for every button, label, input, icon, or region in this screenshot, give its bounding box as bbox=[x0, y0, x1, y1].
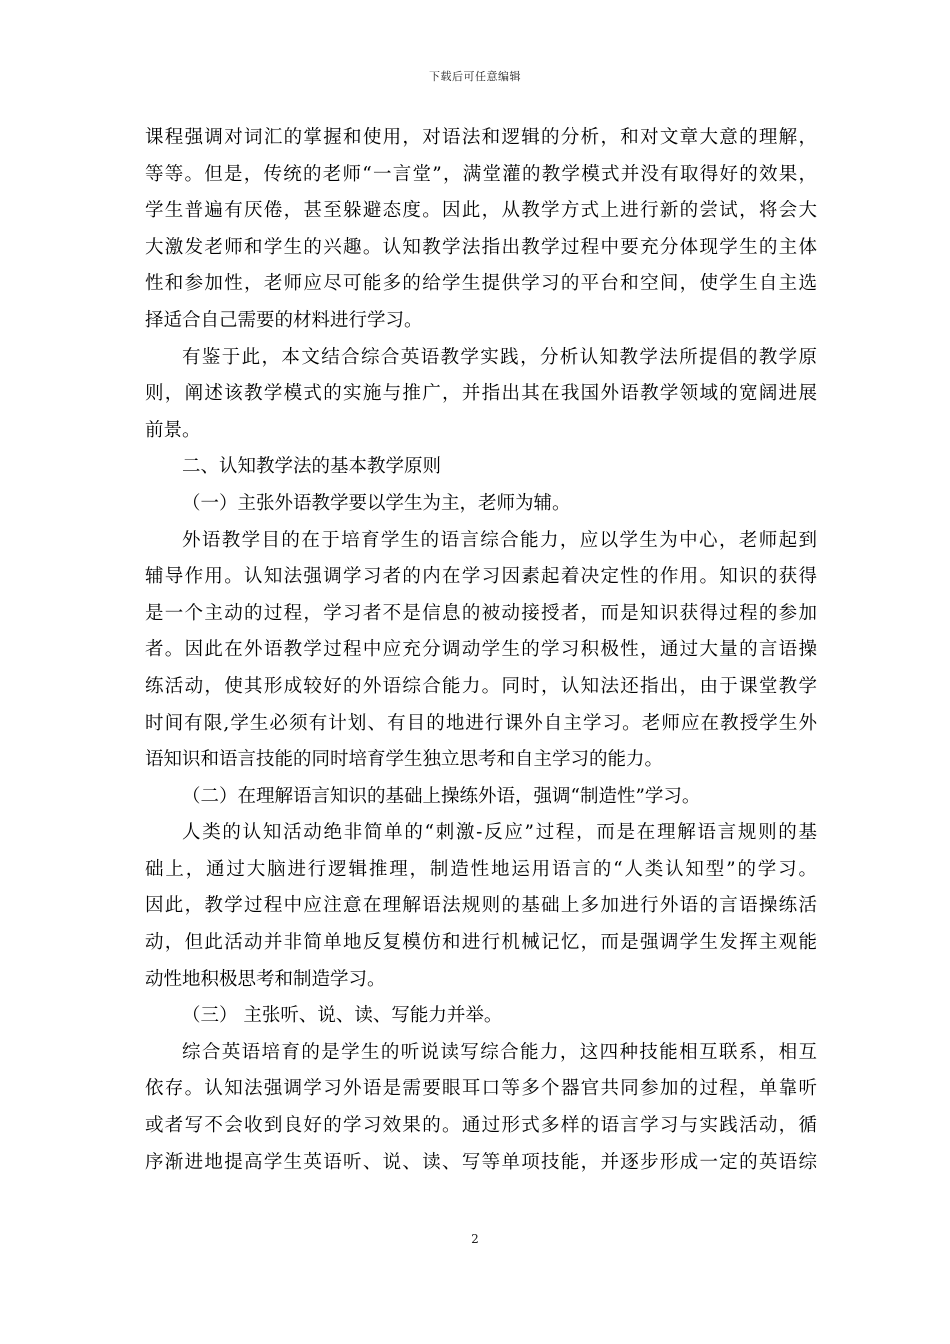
body-text bbox=[145, 120, 817, 1181]
page-number: 2 bbox=[471, 1232, 479, 1246]
subsection-heading: （一）主张外语教学要以学生为主，老师为辅。 bbox=[182, 492, 571, 514]
text-line: 大激发老师和学生的兴趣。认知教学法指出教学过程中要充分体现学生的主体 bbox=[145, 236, 817, 258]
text-line: 依存。认知法强调学习外语是需要眼耳口等多个器官共同参加的过程，单靠听 bbox=[145, 1078, 817, 1100]
text-line: 或者写不会收到良好的学习效果的。通过形式多样的语言学习与实践活动，循 bbox=[145, 1115, 817, 1137]
text-line: 者。因此在外语教学过程中应充分调动学生的学习积极性，通过大量的言语操 bbox=[145, 639, 817, 661]
subsection-heading: （二）在理解语言知识的基础上操练外语，强调“制造性”学习。 bbox=[182, 785, 701, 807]
text-line: 外语教学目的在于培育学生的语言综合能力，应以学生为中心，老师起到 bbox=[182, 529, 817, 551]
text-line: 动，但此活动并非简单地反复模仿和进行机械记忆，而是强调学生发挥主观能 bbox=[145, 932, 817, 954]
text-line: 人类的认知活动绝非简单的“刺激-反应”过程，而是在理解语言规则的基 bbox=[182, 822, 817, 844]
text-line: 是一个主动的过程，学习者不是信息的被动接授者，而是知识获得过程的参加 bbox=[145, 602, 817, 624]
text-line: 练活动，使其形成较好的外语综合能力。同时，认知法还指出，由于课堂教学 bbox=[145, 675, 817, 697]
text-line: 课程强调对词汇的掌握和使用，对语法和逻辑的分析，和对文章大意的理解， bbox=[145, 127, 817, 148]
text-line: 学生普遍有厌倦，甚至躲避态度。因此，从教学方式上进行新的尝试，将会大 bbox=[145, 200, 817, 222]
text-line: 综合英语培育的是学生的听说读写综合能力，这四种技能相互联系，相互 bbox=[182, 1041, 817, 1063]
text-line: 时间有限,学生必须有计划、有目的地进行课外自主学习。老师应在教授学生外 bbox=[145, 712, 817, 734]
text-line: 则，阐述该教学模式的实施与推广，并指出其在我国外语教学领域的宽阔进展 bbox=[145, 383, 817, 405]
text-line: 前景。 bbox=[145, 419, 201, 441]
text-line: 因此，教学过程中应注意在理解语法规则的基础上多加进行外语的言语操练活 bbox=[145, 895, 817, 917]
text-line: 动性地积极思考和制造学习。 bbox=[145, 968, 386, 990]
section-heading: 二、认知教学法的基本教学原则 bbox=[182, 456, 442, 478]
text-line: 性和参加性，老师应尽可能多的给学生提供学习的平台和空间，使学生自主选 bbox=[145, 273, 817, 295]
text-line: 辅导作用。认知法强调学习者的内在学习因素起着决定性的作用。知识的获得 bbox=[145, 566, 817, 588]
page-header: 下载后可任意编辑 bbox=[429, 70, 521, 83]
text-line: 等等。但是，传统的老师“一言堂”，满堂灌的教学模式并没有取得好的效果， bbox=[145, 163, 817, 185]
subsection-heading: （三） 主张听、说、读、写能力并举。 bbox=[182, 1005, 503, 1027]
text-line: 序渐进地提高学生英语听、说、读、写等单项技能，并逐步形成一定的英语综 bbox=[145, 1151, 817, 1173]
text-line: 语知识和语言技能的同时培育学生独立思考和自主学习的能力。 bbox=[145, 749, 664, 771]
text-line: 础上，通过大脑进行逻辑推理，制造性地运用语言的“人类认知型”的学习。 bbox=[145, 858, 817, 880]
text-line: 择适合自己需要的材料进行学习。 bbox=[145, 309, 423, 331]
text-line: 有鉴于此，本文结合综合英语教学实践，分析认知教学法所提倡的教学原 bbox=[182, 346, 817, 368]
